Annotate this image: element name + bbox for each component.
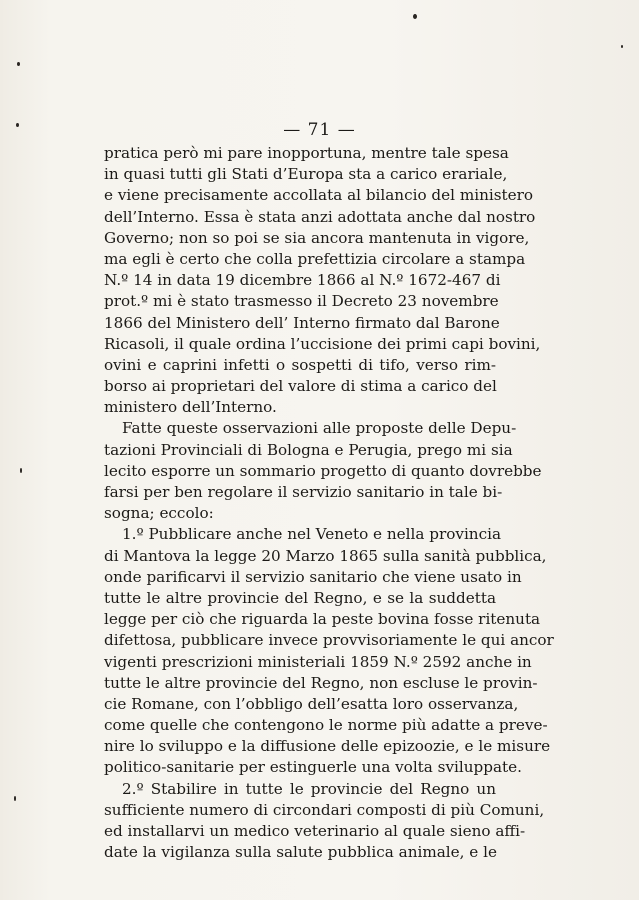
ink-speck — [14, 796, 16, 801]
text-line: tutte le altre provincie del Regno, non escluse le provin- — [104, 673, 538, 692]
text-line: come quelle che contengono le norme più adatte a preve- — [104, 716, 548, 735]
text-line: nire lo sviluppo e la diffusione delle epizoozie, e le misure — [104, 737, 551, 756]
text-line: di Mantova la legge 20 Marzo 1865 sulla sanità pubblica, — [104, 546, 547, 565]
text-line: in quasi tutti gli Stati d’Europa sta a carico erariale, — [104, 165, 508, 184]
text-line: Governo; non so poi se sia ancora mantenuta in vigore, — [104, 228, 530, 247]
text-line: prot.º mi è stato trasmesso il Decreto 23 novembre — [104, 292, 499, 311]
text-line: 2.º Stabilire in tutte le provincie del Regno un — [122, 779, 496, 798]
text-line: vigenti prescrizioni ministeriali 1859 N.º 2592 anche in — [104, 652, 532, 671]
text-line: onde parificarvi il servizio sanitario che viene usato in — [104, 567, 522, 586]
text-line: date la vigilanza sulla salute pubblica animale, e le — [104, 843, 497, 862]
text-line: 1866 del Ministero dell’ Interno firmato dal Barone — [104, 313, 500, 332]
text-line: sogna; eccolo: — [104, 504, 214, 523]
text-line: borso ai proprietari del valore di stima a carico del — [104, 377, 497, 396]
page-number: — 71 — — [283, 120, 356, 140]
text-line: legge per ciò che riguarda la peste bovina fosse ritenuta — [104, 610, 541, 629]
text-line: tutte le altre provincie del Regno, e se la suddetta — [104, 588, 496, 607]
body-text — [104, 143, 554, 863]
text-line: dell’Interno. Essa è stata anzi adottata anche dal nostro — [104, 207, 536, 226]
text-line: ed installarvi un medico veterinario al quale sieno affi- — [104, 822, 526, 840]
text-line: pratica però mi pare inopportuna, mentre tale spesa — [104, 144, 509, 162]
text-line: Fatte queste osservazioni alle proposte delle Depu- — [122, 419, 517, 438]
text-line: e viene precisamente accollata al bilancio del ministero — [104, 186, 534, 205]
text-line: difettosa, pubblicare invece provvisoriamente le qui ancor — [104, 631, 554, 650]
text-line: farsi per ben regolare il servizio sanitario in tale bi- — [104, 483, 503, 501]
ink-speck — [20, 468, 22, 473]
text-line: N.º 14 in data 19 dicembre 1866 al N.º 1672-467 di — [104, 271, 501, 290]
text-line: ovini e caprini infetti o sospetti di tifo, verso rim- — [104, 355, 496, 374]
text-line: ministero dell’Interno. — [104, 398, 277, 417]
text-line: ma egli è certo che colla prefettizia circolare a stampa — [104, 249, 526, 268]
ink-speck — [17, 62, 20, 66]
text-line: Ricasoli, il quale ordina l’uccisione dei primi capi bovini, — [104, 334, 541, 353]
ink-speck — [621, 45, 623, 48]
text-line: 1.º Pubblicare anche nel Veneto e nella provincia — [122, 525, 501, 544]
text-line: lecito esporre un sommario progetto di quanto dovrebbe — [104, 461, 542, 480]
text-line: cie Romane, con l’obbligo dell’esatta loro osservanza, — [104, 694, 519, 713]
text-line: sufficiente numero di circondari composti di più Comuni, — [104, 800, 545, 819]
text-line: politico-sanitarie per estinguerle una volta sviluppate. — [104, 758, 522, 777]
text-line: tazioni Provinciali di Bologna e Perugia, prego mi sia — [104, 440, 513, 459]
ink-speck — [413, 14, 417, 19]
